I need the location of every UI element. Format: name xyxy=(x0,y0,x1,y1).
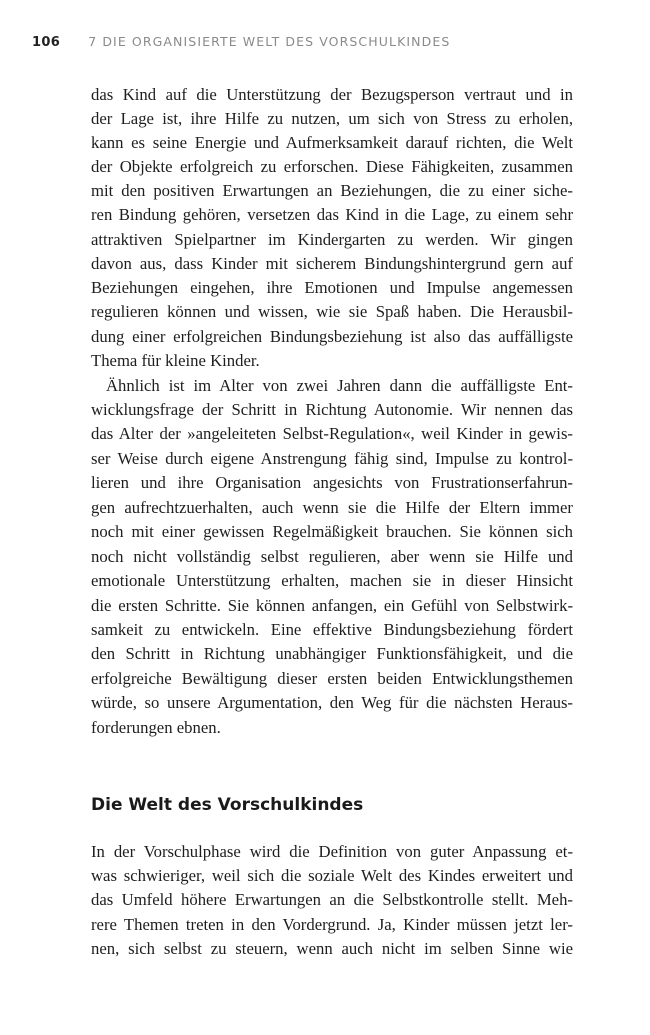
text-line: der Lage ist, ihre Hilfe zu nutzen, um sich von Stress zu erholen, xyxy=(91,109,573,128)
text-line: was schwieriger, weil sich die soziale Welt des Kindes erweitert und xyxy=(91,866,573,885)
text-line: nen, sich selbst zu steuern, wenn auch nicht im selben Sinne wie xyxy=(91,939,573,958)
text-line: In der Vorschulphase wird die Definition von guter Anpassung et- xyxy=(91,842,573,861)
text-line: Ähnlich ist im Alter von zwei Jahren dann die auffälligste Ent- xyxy=(106,376,573,395)
running-head xyxy=(32,34,450,50)
text-line: Thema für kleine Kinder. xyxy=(91,351,260,370)
text-line: Beziehungen eingehen, ihre Emotionen und Impulse angemessen xyxy=(91,278,573,297)
text-line: wicklungsfrage der Schritt in Richtung Autonomie. Wir nennen das xyxy=(91,400,573,419)
text-line: die ersten Schritte. Sie können anfangen, ein Gefühl von Selbstwirk- xyxy=(91,596,573,615)
text-line: das Kind auf die Unterstützung der Bezugsperson vertraut und in xyxy=(91,85,573,104)
text-line: noch mit einer gewissen Regelmäßigkeit brauchen. Sie können sich xyxy=(91,522,573,541)
text-line: lieren und ihre Organisation angesichts von Frustrationserfahrun- xyxy=(91,473,573,492)
text-line: würde, so unsere Argumentation, den Weg für die nächsten Heraus- xyxy=(91,693,573,712)
text-line: ren Bindung gehören, versetzen das Kind in die Lage, zu einem sehr xyxy=(91,205,573,224)
text-line: emotionale Unterstützung erhalten, machen sie in dieser Hinsicht xyxy=(91,571,573,590)
text-line: das Umfeld höhere Erwartungen an die Selbstkontrolle stellt. Meh- xyxy=(91,890,573,909)
chapter-title: 7 DIE ORGANISIERTE WELT DES VORSCHULKINDES xyxy=(88,34,451,49)
text-line: samkeit zu entwickeln. Eine effektive Bindungsbeziehung fördert xyxy=(91,620,573,639)
text-line: rere Themen treten in den Vordergrund. Ja, Kinder müssen jetzt ler- xyxy=(91,915,573,934)
text-line: das Alter der »angeleiteten Selbst-Regulation«, weil Kinder in gewis- xyxy=(91,424,573,443)
text-line: dung einer erfolgreichen Bindungsbeziehung ist also das auffälligste xyxy=(91,327,573,346)
text-line: kann es seine Energie und Aufmerksamkeit darauf richten, die Welt xyxy=(91,133,573,152)
page-number: 106 xyxy=(32,35,61,50)
text-line: mit den positiven Erwartungen an Beziehungen, die zu einer siche- xyxy=(91,181,573,200)
text-line: gen aufrechtzuerhalten, auch wenn sie die Hilfe der Eltern immer xyxy=(91,498,573,517)
text-line: noch nicht vollständig selbst regulieren, aber wenn sie Hilfe und xyxy=(91,547,573,566)
section-heading: Die Welt des Vorschulkindes xyxy=(91,795,364,815)
text-line: ser Weise durch eigene Anstrengung fähig sind, Impulse zu kontrol- xyxy=(91,449,573,468)
text-line: regulieren können und wissen, wie sie Spaß haben. Die Herausbil- xyxy=(91,302,573,321)
text-line: den Schritt in Richtung unabhängiger Funktionsfähigkeit, und die xyxy=(91,644,573,663)
text-line: attraktiven Spielpartner im Kindergarten zu werden. Wir gingen xyxy=(91,230,573,249)
text-line: erfolgreiche Bewältigung dieser ersten beiden Entwicklungsthemen xyxy=(91,669,573,688)
text-line: der Objekte erfolgreich zu erforschen. Diese Fähigkeiten, zusammen xyxy=(91,157,573,176)
text-line: forderungen ebnen. xyxy=(91,718,221,737)
text-line: davon aus, dass Kinder mit sicherem Bindungshintergrund gern auf xyxy=(91,254,573,273)
